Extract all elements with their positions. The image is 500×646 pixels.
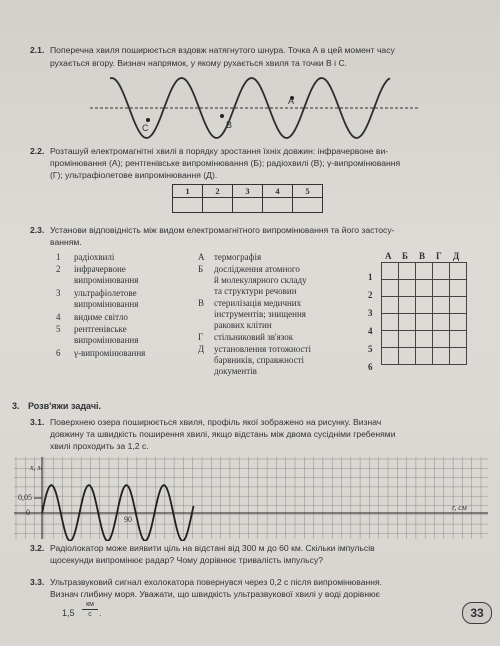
order-answer-cell[interactable] (233, 198, 263, 213)
task-2-1-number: 2.1. (30, 45, 45, 55)
application-d-text-cont2: документів (214, 366, 257, 376)
radiation-4-num: 4 (56, 312, 61, 322)
match-cell[interactable] (416, 314, 433, 331)
section-3-number: 3. (12, 401, 20, 411)
match-cell[interactable] (433, 280, 450, 297)
match-cell[interactable] (382, 280, 399, 297)
task-3-1-line3: хвилі проходить за 1,2 с. (50, 441, 149, 451)
match-cell[interactable] (450, 331, 467, 348)
match-cell[interactable] (382, 331, 399, 348)
match-cell[interactable] (450, 280, 467, 297)
match-cell[interactable] (416, 331, 433, 348)
match-cell[interactable] (433, 331, 450, 348)
application-b-text: дослідження атомного (214, 264, 300, 274)
radiation-3-num: 3 (56, 288, 61, 298)
order-answer-table (172, 184, 323, 213)
task-2-3-number: 2.3. (30, 225, 45, 235)
task-3-2-number: 3.2. (30, 543, 45, 553)
application-b-letter: Б (198, 264, 204, 274)
speed-unit-fraction (82, 600, 98, 619)
graph-x-tick: 90 (124, 515, 132, 524)
radiation-4-name: видиме світло (74, 312, 128, 322)
task-2-2-line3: (Г); ультрафіолетове випромінювання (Д). (50, 170, 218, 180)
application-v-letter: В (198, 298, 205, 308)
task-2-3-line2: ванням. (50, 237, 82, 247)
task-2-1-line2: рухається вгору. Визнач напрямок, у якому рухається хвиля та точки В і С. (50, 58, 348, 68)
match-row-4: 4 (368, 326, 373, 336)
task-2-3-line1: Установи відповідність між видом електромагнітного випромінювання та його застосу- (50, 225, 395, 235)
application-v-text-cont: інструментів; знищення (214, 309, 306, 319)
match-col-a: А (385, 251, 392, 261)
match-cell[interactable] (450, 263, 467, 280)
match-col-d: Д (453, 251, 460, 261)
match-cell[interactable] (450, 297, 467, 314)
task-3-1-line2: довжину та швидкість поширення хвилі, якщо відстань між двома сусідніми гребенями (50, 429, 396, 439)
application-a-letter: А (198, 252, 205, 262)
order-header-4: 4 (263, 185, 293, 198)
task-3-3-end: . (99, 608, 102, 618)
match-row-6: 6 (368, 362, 373, 372)
match-col-g: Г (436, 251, 442, 261)
task-3-3-speed-value: 1,5 (62, 608, 75, 618)
application-d-text-cont: барвників, справжності (214, 355, 305, 365)
application-g-text: стільниковий зв'язок (214, 332, 294, 342)
match-cell[interactable] (399, 348, 416, 365)
application-b-text-cont2: та структури речовин (214, 286, 297, 296)
match-cell[interactable] (399, 331, 416, 348)
radiation-1-name: радіохвилі (74, 252, 115, 262)
match-row-3: 3 (368, 308, 373, 318)
transverse-wave-figure (0, 70, 500, 140)
speed-unit-numerator: км (82, 600, 98, 610)
point-c-label: C (142, 123, 149, 133)
application-b-text-cont: й молекулярного складу (214, 275, 307, 285)
match-cell[interactable] (450, 314, 467, 331)
matching-answer-grid (381, 262, 467, 365)
task-3-3-line1: Ультразвуковий сигнал ехолокатора повернувся через 0,2 с після випромінювання. (50, 577, 383, 587)
task-2-2-number: 2.2. (30, 146, 45, 156)
match-cell[interactable] (433, 263, 450, 280)
order-header-5: 5 (293, 185, 323, 198)
match-cell[interactable] (382, 263, 399, 280)
match-cell[interactable] (433, 348, 450, 365)
match-cell[interactable] (416, 263, 433, 280)
graph-y-tick: 0,05 (18, 493, 32, 502)
application-g-letter: Г (198, 332, 204, 342)
order-header-3: 3 (233, 185, 263, 198)
radiation-3-name: ультрафіолетове (74, 288, 137, 298)
point-a-label: A (288, 96, 295, 106)
graph-zero-tick: 0 (26, 508, 30, 517)
task-3-3-line2: Визнач глибину моря. Уважати, що швидкість ультразвукової хвилі у воді дорівнює (50, 589, 380, 599)
match-cell[interactable] (399, 280, 416, 297)
task-3-3-number: 3.3. (30, 577, 45, 587)
order-header-2: 2 (203, 185, 233, 198)
speed-unit-denominator: с (88, 611, 92, 618)
order-answer-cell[interactable] (293, 198, 323, 213)
radiation-1-num: 1 (56, 252, 61, 262)
match-cell[interactable] (382, 314, 399, 331)
match-col-b: Б (402, 251, 408, 261)
match-cell[interactable] (433, 297, 450, 314)
radiation-3-name-cont: випромінювання (74, 299, 139, 309)
application-d-letter: Д (198, 344, 205, 354)
match-row-1: 1 (368, 272, 373, 282)
order-answer-cell[interactable] (173, 198, 203, 213)
match-cell[interactable] (399, 314, 416, 331)
radiation-5-num: 5 (56, 324, 61, 334)
task-2-1-line1: Поперечна хвиля поширюється вздовж натягнутого шнура. Точка А в цей момент часу (50, 45, 395, 55)
task-3-2-line1: Радіолокатор може виявити ціль на відстані від 300 м до 60 км. Скільки імпульсів (50, 543, 375, 553)
section-3-title: Розв'яжи задачі. (28, 401, 102, 411)
application-v-text: стерилізація медичних (214, 298, 302, 308)
match-cell[interactable] (416, 348, 433, 365)
match-row-2: 2 (368, 290, 373, 300)
radiation-6-num: 6 (56, 348, 61, 358)
match-cell[interactable] (399, 297, 416, 314)
radiation-2-name-cont: випромінювання (74, 275, 139, 285)
wave-profile-graph (12, 455, 490, 541)
match-cell[interactable] (399, 263, 416, 280)
application-a-text: термографія (214, 252, 262, 262)
radiation-5-name-cont: випромінювання (74, 335, 139, 345)
radiation-5-name: рентгенівське (74, 324, 127, 334)
application-v-text-cont2: ракових клітин (214, 320, 272, 330)
match-col-v: В (419, 251, 426, 261)
application-d-text: установлення тотожності (214, 344, 311, 354)
radiation-6-name: γ-випромінювання (74, 348, 146, 358)
task-2-2-line1: Розташуй електромагнітні хвилі в порядку зростання їхніх довжин: інфрачервоне ви- (50, 146, 389, 156)
task-2-2-line2: промінювання (А); рентгенівське випромінювання (Б); радіохвилі (В); γ-випромінювання (50, 158, 401, 168)
graph-x-axis-label: r, см (452, 503, 467, 512)
order-answer-cell[interactable] (203, 198, 233, 213)
order-answer-cell[interactable] (263, 198, 293, 213)
page-number: 33 (462, 602, 492, 624)
match-cell[interactable] (450, 348, 467, 365)
task-3-1-line1: Поверхнею озера поширюється хвиля, профіль якої зображено на рисунку. Визнач (50, 417, 382, 427)
match-cell[interactable] (416, 280, 433, 297)
match-cell[interactable] (382, 348, 399, 365)
radiation-2-name: інфрачервоне (74, 264, 126, 274)
match-cell[interactable] (416, 297, 433, 314)
match-row-5: 5 (368, 344, 373, 354)
point-b-label: B (226, 120, 233, 130)
radiation-2-num: 2 (56, 264, 61, 274)
match-cell[interactable] (433, 314, 450, 331)
match-cell[interactable] (382, 297, 399, 314)
task-3-1-number: 3.1. (30, 417, 45, 427)
task-3-2-line2: щосекунди випромінює радар? Чому дорівнює тривалість імпульсу? (50, 555, 324, 565)
order-header-1: 1 (173, 185, 203, 198)
graph-y-axis-label: x, м (30, 463, 43, 472)
